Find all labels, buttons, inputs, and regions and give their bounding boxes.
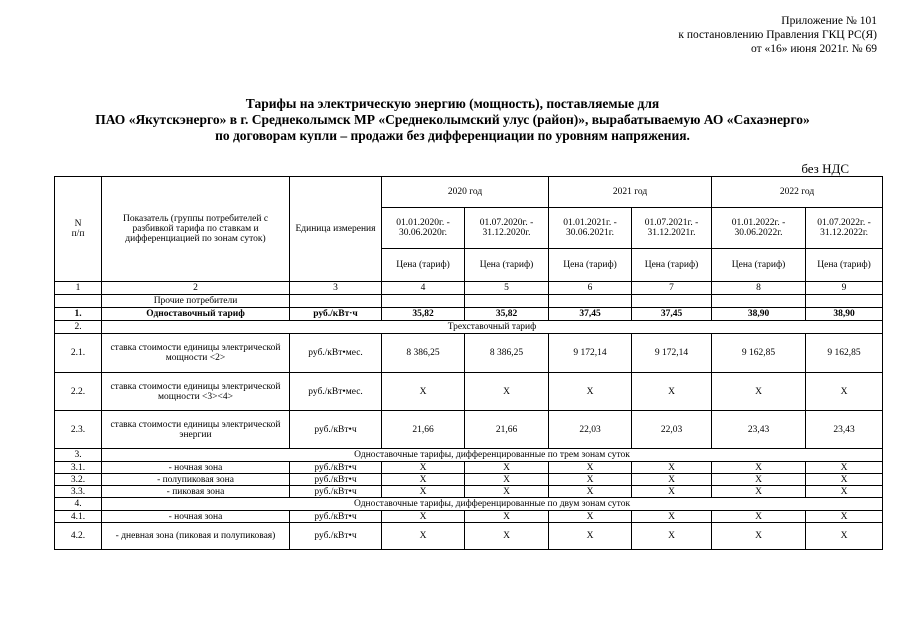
header-year: 2020 год: [382, 177, 549, 208]
tariff-value: X: [465, 462, 549, 474]
group-row: [55, 295, 883, 308]
column-number: 3: [290, 282, 382, 295]
table-row: [55, 486, 883, 498]
tariff-value: X: [632, 462, 712, 474]
tariff-value: 38,90: [806, 308, 883, 321]
table-row: [55, 373, 883, 411]
vat-note: без НДС: [801, 161, 849, 176]
table-row: [55, 474, 883, 486]
header-price: Цена (тариф): [632, 249, 712, 282]
column-number: 2: [102, 282, 290, 295]
tariff-value: 23,43: [806, 411, 883, 449]
tariff-value: 9 172,14: [549, 334, 632, 373]
row-indicator: Одноставочные тарифы, дифференцированные по двум зонам суток: [102, 498, 883, 511]
row-number: 4.: [55, 498, 102, 511]
tariff-value: X: [806, 462, 883, 474]
tariff-value: X: [712, 373, 806, 411]
tariff-value: X: [632, 373, 712, 411]
tariff-value: 38,90: [712, 308, 806, 321]
title-line: Тарифы на электрическую энергию (мощность), поставляемые для: [245, 96, 660, 111]
tariff-value: 37,45: [632, 308, 712, 321]
tariff-value: 9 172,14: [632, 334, 712, 373]
tariff-value: 22,03: [632, 411, 712, 449]
row-unit: руб./кВт•ч: [290, 474, 382, 486]
title-line: ПАО «Якутскэнерго» в г. Среднеколымск МР «Среднеколымский улус (район)», вырабатываемую АО «Сахаэнерго»: [95, 112, 810, 127]
column-number: 5: [465, 282, 549, 295]
row-indicator: - ночная зона: [102, 511, 290, 523]
group-label: Прочие потребители: [102, 295, 290, 308]
tariff-value: X: [632, 486, 712, 498]
header-period: 01.07.2020г. - 31.12.2020г.: [465, 208, 549, 249]
row-unit: руб./кВт•ч: [290, 486, 382, 498]
row-unit: руб./кВт•мес.: [290, 373, 382, 411]
column-number: 4: [382, 282, 465, 295]
row-indicator: ставка стоимости единицы электрической мощности <3><4>: [102, 373, 290, 411]
row-number: 2.: [55, 321, 102, 334]
row-indicator: Одноставочные тарифы, дифференцированные по трем зонам суток: [102, 449, 883, 462]
tariff-value: 35,82: [465, 308, 549, 321]
tariff-table: [54, 176, 883, 550]
tariff-value: 9 162,85: [712, 334, 806, 373]
row-number: 2.2.: [55, 373, 102, 411]
row-unit: руб./кВт•ч: [290, 462, 382, 474]
tariff-value: X: [382, 486, 465, 498]
column-number: 8: [712, 282, 806, 295]
row-indicator: Трехставочный тариф: [102, 321, 883, 334]
tariff-value: X: [712, 511, 806, 523]
row-unit: руб./кВт•мес.: [290, 334, 382, 373]
table-row: [55, 498, 883, 511]
tariff-value: X: [465, 373, 549, 411]
table-row: [55, 411, 883, 449]
tariff-value: 8 386,25: [382, 334, 465, 373]
header-price: Цена (тариф): [465, 249, 549, 282]
header-num: N п/п: [55, 177, 102, 282]
tariff-value: X: [465, 474, 549, 486]
row-indicator: - ночная зона: [102, 462, 290, 474]
row-number: 4.2.: [55, 523, 102, 550]
tariff-value: X: [549, 523, 632, 550]
tariff-value: X: [632, 474, 712, 486]
table-row: [55, 449, 883, 462]
tariff-value: X: [806, 523, 883, 550]
tariff-value: 35,82: [382, 308, 465, 321]
tariff-value: X: [465, 486, 549, 498]
tariff-value: X: [632, 523, 712, 550]
row-number: 3.1.: [55, 462, 102, 474]
tariff-value: X: [382, 373, 465, 411]
tariff-value: X: [549, 474, 632, 486]
header-price: Цена (тариф): [806, 249, 883, 282]
tariff-value: X: [712, 486, 806, 498]
tariff-value: X: [806, 474, 883, 486]
tariff-value: X: [806, 511, 883, 523]
row-indicator: ставка стоимости единицы электрической энергии: [102, 411, 290, 449]
appendix-reference: [678, 14, 877, 56]
tariff-value: X: [549, 373, 632, 411]
column-number: 6: [549, 282, 632, 295]
table-row: [55, 334, 883, 373]
tariff-value: X: [712, 474, 806, 486]
header-period: 01.01.2021г. - 30.06.2021г.: [549, 208, 632, 249]
header-price: Цена (тариф): [712, 249, 806, 282]
tariff-value: X: [382, 462, 465, 474]
row-indicator: Одноставочный тариф: [102, 308, 290, 321]
row-unit: руб./кВт•ч: [290, 511, 382, 523]
row-indicator: - полупиковая зона: [102, 474, 290, 486]
header-indicator: Показатель (группы потребителей с разбивкой тарифа по ставкам и дифференциацией по зонам суток): [102, 177, 290, 282]
tariff-value: X: [382, 511, 465, 523]
tariff-value: X: [549, 486, 632, 498]
header-year: 2021 год: [549, 177, 712, 208]
row-indicator: ставка стоимости единицы электрической мощности <2>: [102, 334, 290, 373]
header-price: Цена (тариф): [382, 249, 465, 282]
header-period: 01.07.2022г. - 31.12.2022г.: [806, 208, 883, 249]
tariff-value: X: [632, 511, 712, 523]
header-period: 01.01.2022г. - 30.06.2022г.: [712, 208, 806, 249]
appendix-line: от «16» июня 2021г. № 69: [751, 43, 877, 55]
tariff-value: X: [549, 462, 632, 474]
row-indicator: - пиковая зона: [102, 486, 290, 498]
header-year: 2022 год: [712, 177, 883, 208]
tariff-value: X: [382, 523, 465, 550]
row-number: 4.1.: [55, 511, 102, 523]
tariff-value: X: [712, 462, 806, 474]
row-number: 2.3.: [55, 411, 102, 449]
tariff-value: X: [465, 511, 549, 523]
tariff-value: X: [465, 523, 549, 550]
row-unit: руб./кВт·ч: [290, 308, 382, 321]
row-number: 3.3.: [55, 486, 102, 498]
column-number: 7: [632, 282, 712, 295]
tariff-value: X: [806, 373, 883, 411]
row-number: 3.: [55, 449, 102, 462]
tariff-value: 23,43: [712, 411, 806, 449]
table-row: [55, 511, 883, 523]
table-row: [55, 523, 883, 550]
header-period: 01.07.2021г. - 31.12.2021г.: [632, 208, 712, 249]
column-number: 1: [55, 282, 102, 295]
document-title: [0, 96, 905, 144]
tariff-value: X: [806, 486, 883, 498]
column-number: 9: [806, 282, 883, 295]
tariff-value: X: [382, 474, 465, 486]
tariff-value: 8 386,25: [465, 334, 549, 373]
row-number: 1.: [55, 308, 102, 321]
row-unit: руб./кВт•ч: [290, 411, 382, 449]
tariff-value: 21,66: [465, 411, 549, 449]
appendix-line: Приложение № 101: [781, 15, 877, 27]
row-unit: руб./кВт•ч: [290, 523, 382, 550]
title-line: по договорам купли – продажи без дифференциации по уровням напряжения.: [215, 128, 690, 143]
header-period: 01.01.2020г. - 30.06.2020г.: [382, 208, 465, 249]
row-number: 2.1.: [55, 334, 102, 373]
tariff-value: 9 162,85: [806, 334, 883, 373]
table-row: [55, 462, 883, 474]
tariff-value: X: [549, 511, 632, 523]
header-unit: Единица измерения: [290, 177, 382, 282]
tariff-value: 21,66: [382, 411, 465, 449]
tariff-value: 37,45: [549, 308, 632, 321]
row-number: 3.2.: [55, 474, 102, 486]
tariff-value: X: [712, 523, 806, 550]
header-price: Цена (тариф): [549, 249, 632, 282]
row-indicator: - дневная зона (пиковая и полупиковая): [102, 523, 290, 550]
table-row: [55, 321, 883, 334]
appendix-line: к постановлению Правления ГКЦ РС(Я): [678, 29, 877, 41]
tariff-value: 22,03: [549, 411, 632, 449]
column-number-row: [55, 282, 883, 295]
table-row: [55, 308, 883, 321]
